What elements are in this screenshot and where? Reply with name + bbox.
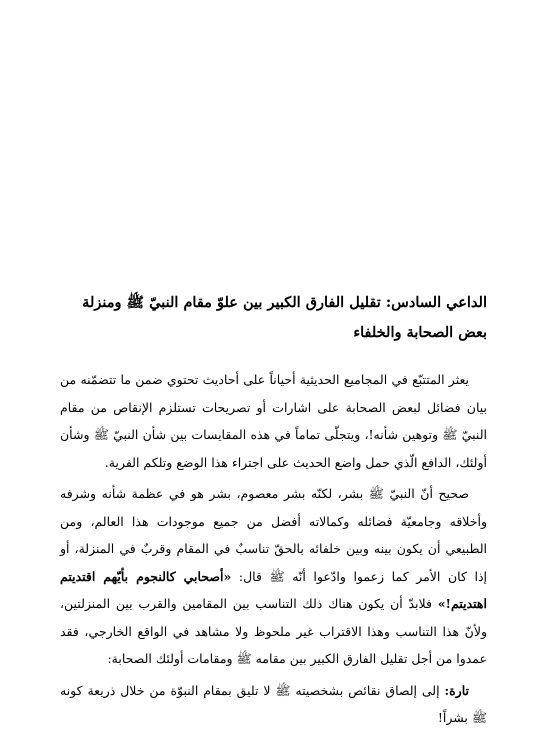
section-heading: الداعي السادس: تقليل الفارق الكبير بين علوّ مقام النبيّ ﷺ ومنزلة بعض الصحابة والخلفاء — [82, 294, 487, 341]
paragraph-1: يعثر المتتبّع في المجاميع الحديثية أحياناً على أحاديث تحتوي ضمن ما تتضمّنه من بيان فضائل لبعض الصحابة على اشارات أو تصريحات تستلزم الإنقاص من مقام النبيّ ﷺ وتوهين شأنه!، ويتجلّى تماماً في هذه المقايسات بين شأن النبيّ ﷺ وشأن أولئك، الدافع الّذي حمل واضع الحديث على اجتراء هذا الوضع وتلكم الفرية. — [60, 372, 487, 470]
paragraph-2 — [60, 480, 487, 673]
paragraph-3-label: تارة: — [444, 682, 469, 698]
paragraph-2-continuation: فلابدّ أن يكون هناك ذلك التناسب بين المقامين والقرب بين المنزلتين، ولأنّ هذا التناسب وهذا الاقتراب غير ملحوظ ولا مشاهد في الواقع الخارجي، فقد عمدوا من أجل تقليل الفارق الكبير بين مقامه ﷺ ومقامات أولئك الصحابة: — [60, 596, 487, 666]
hadith-quote: «أصحابي كالنجوم بأيّهم اقتديتم اهتديتم!» — [60, 568, 488, 611]
paragraph-3-text: إلى إلصاق نقائص بشخصيته ﷺ لا تليق بمقام النبوّة من خلال ذريعة كونه ﷺ بشراً! — [60, 682, 487, 725]
paragraph-3 — [60, 677, 487, 732]
document-page — [60, 288, 487, 736]
paragraph-2-text: صحيح أنّ النبيّ ﷺ بشر، لكنّه بشر معصوم، بشر هو في عظمة شأنه وشرفه وأخلاقه وجامعيّة فضائله وكمالاته أفضل من جميع موجودات هذا العالم، ومن الطبيعي أن يكون بينه وبين خلفائه بالحقّ تناسبٌ في المقام وقربٌ في المنزلة، أو إذا كان الأمر كما زعموا وادّعوا أنّه ﷺ قال: — [60, 486, 487, 584]
